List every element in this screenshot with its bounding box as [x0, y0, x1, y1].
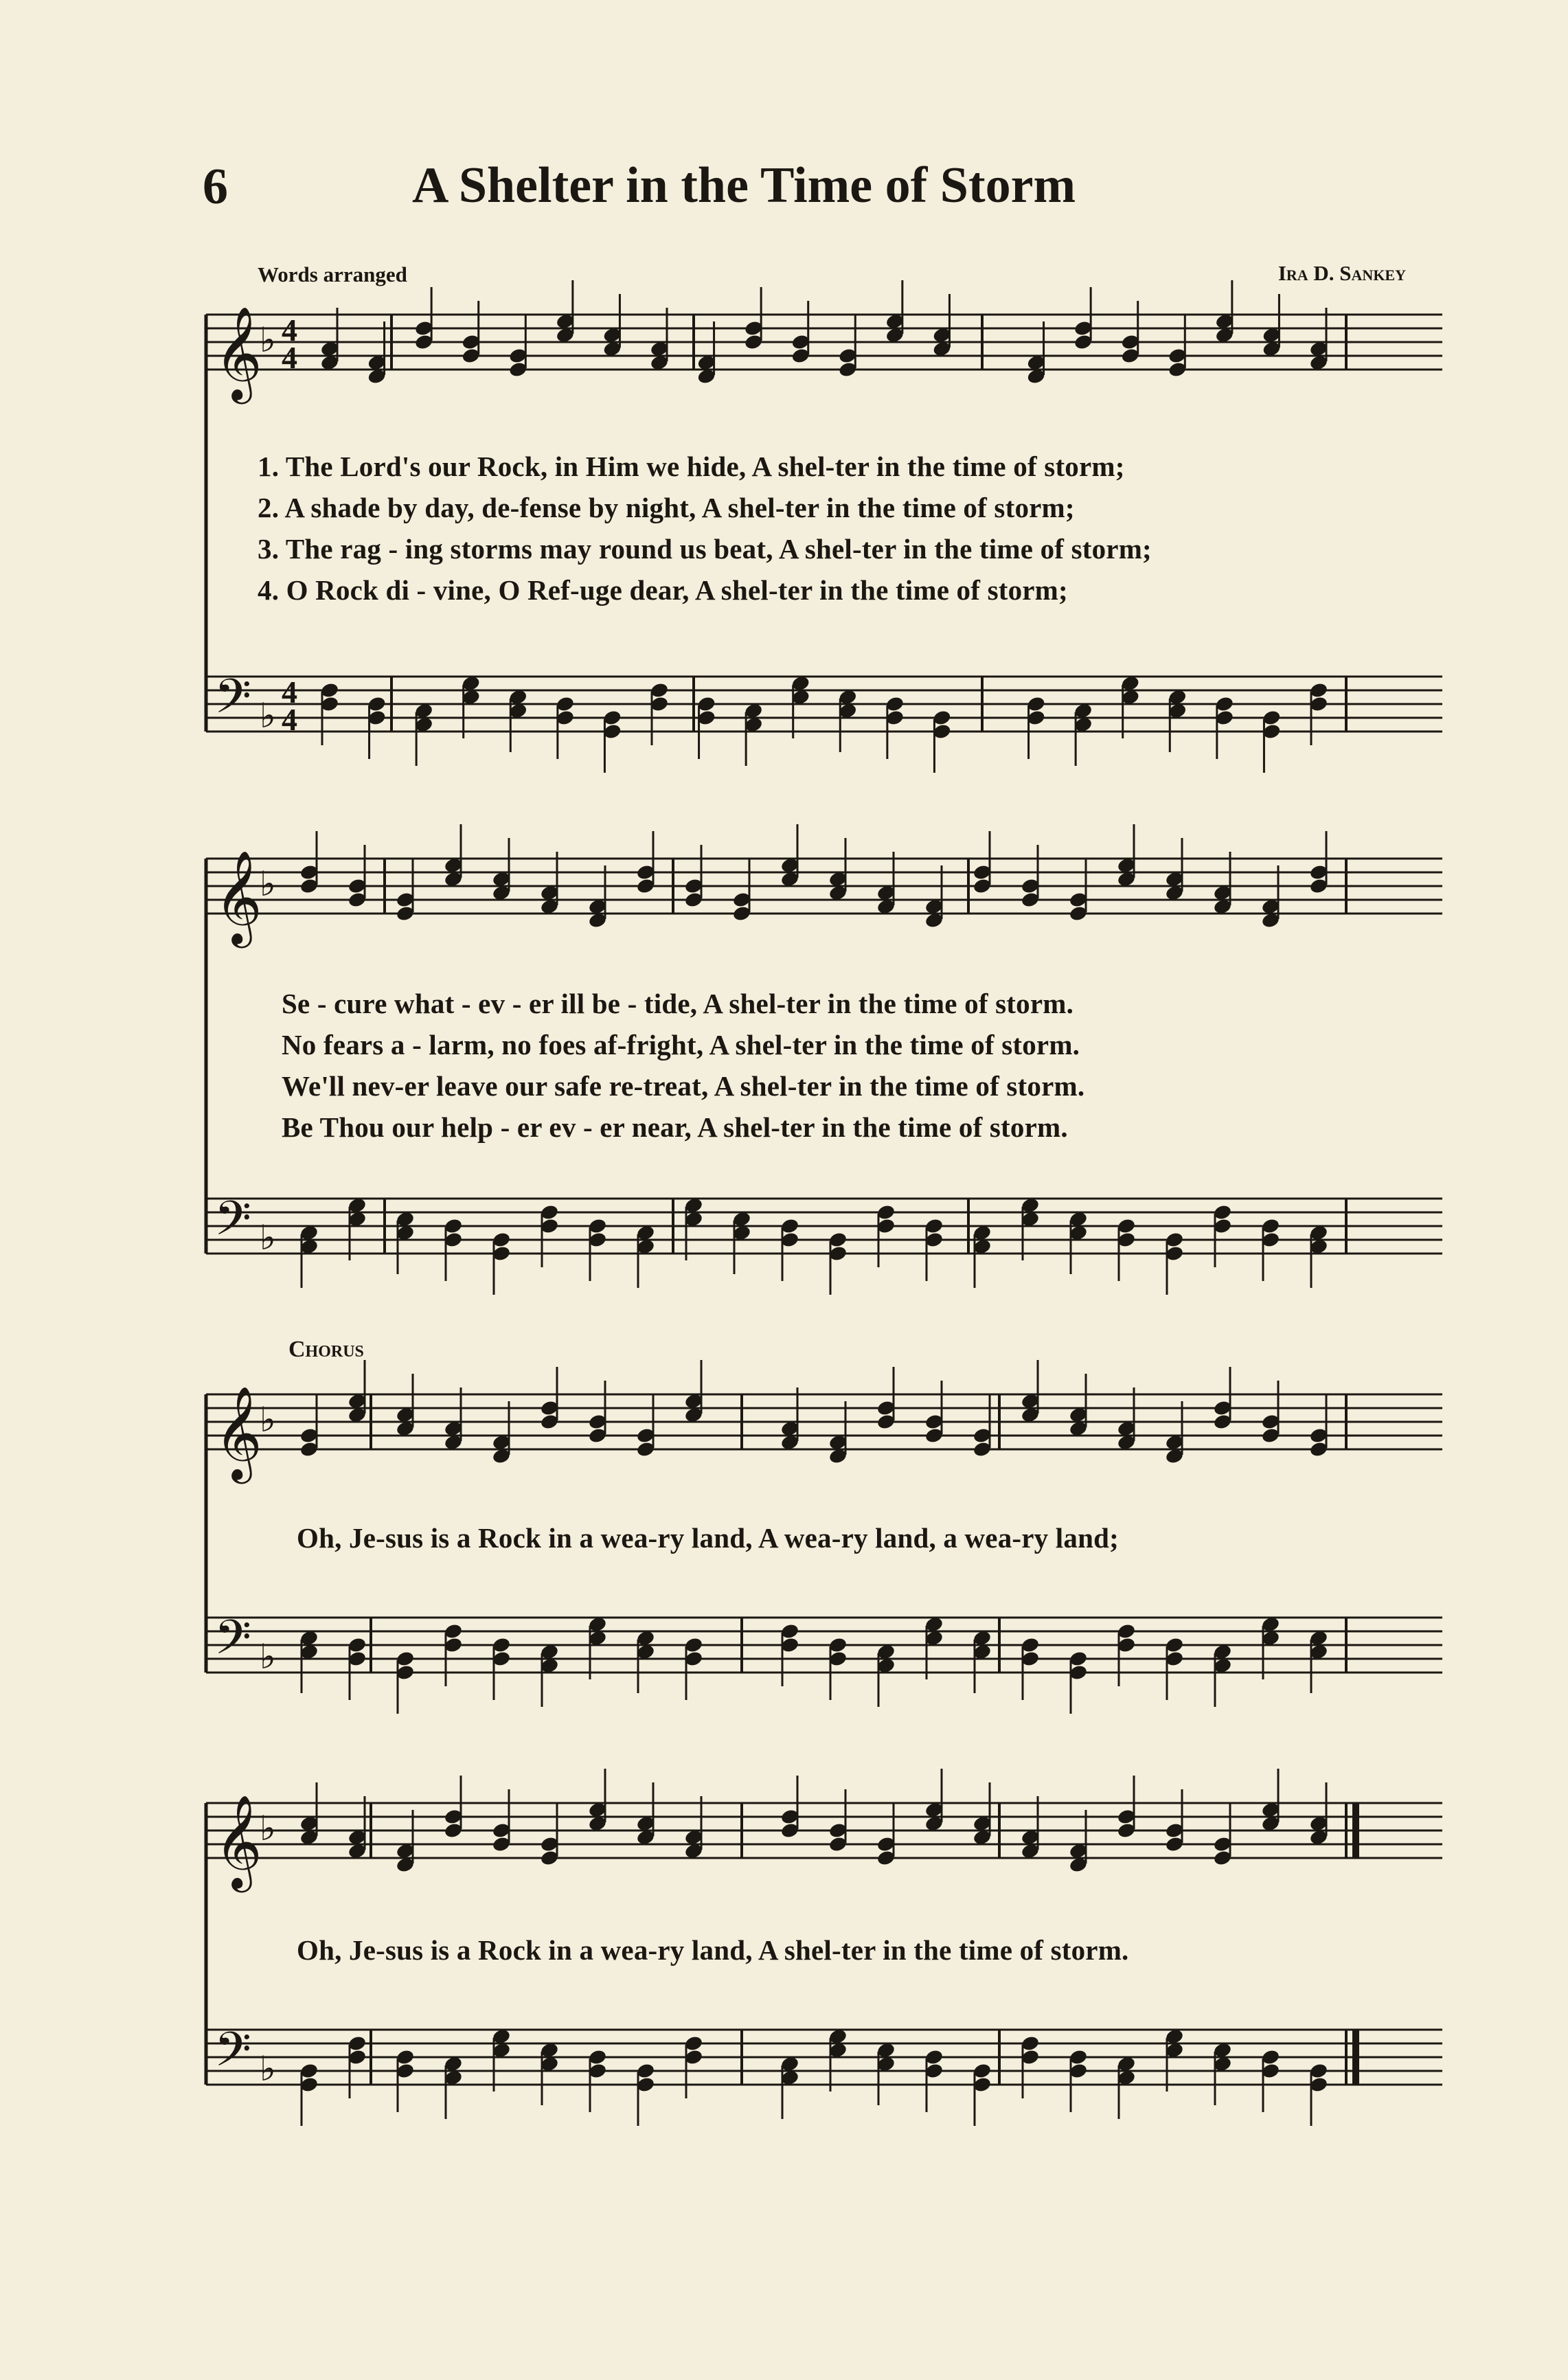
svg-text:♭: ♭: [260, 1400, 276, 1440]
chorus-line-2: Oh, Je-sus is a Rock in a wea-ry land, A shel-ter in the time of storm.: [297, 1934, 1129, 1966]
svg-text:♭: ♭: [260, 696, 276, 736]
hymn-title: A Shelter in the Time of Storm: [412, 157, 1076, 214]
svg-text:𝄢: 𝄢: [214, 1609, 252, 1677]
svg-text:♭: ♭: [260, 1218, 276, 1258]
svg-text:𝄢: 𝄢: [214, 668, 252, 736]
hymn-number: 6: [203, 159, 228, 215]
svg-text:4: 4: [282, 340, 297, 375]
verse-2-line-2: No fears a - larm, no foes af-fright, A shel-ter in the time of storm.: [282, 1029, 1080, 1061]
verse-3-line-2: We'll nev-er leave our safe re-treat, A shel-ter in the time of storm.: [282, 1070, 1085, 1102]
svg-text:𝄢: 𝄢: [214, 1190, 252, 1258]
svg-text:𝄞: 𝄞: [214, 305, 262, 400]
verse-2-line-1: 2. A shade by day, de-fense by night, A shel-ter in the time of storm;: [258, 492, 1075, 523]
verse-1-line-1: 1. The Lord's our Rock, in Him we hide, A shel-ter in the time of storm;: [258, 451, 1125, 482]
svg-text:𝄞: 𝄞: [214, 1793, 262, 1888]
svg-text:♭: ♭: [260, 1809, 276, 1848]
music-credit: Ira D. Sankey: [1277, 261, 1406, 285]
svg-text:𝄢: 𝄢: [214, 2021, 252, 2089]
chorus-label: Chorus: [288, 1337, 364, 1362]
svg-text:♭: ♭: [260, 2049, 276, 2089]
svg-text:𝄞: 𝄞: [214, 849, 262, 944]
svg-text:♭: ♭: [260, 1637, 276, 1677]
svg-text:4: 4: [282, 702, 297, 737]
svg-text:4: 4: [282, 675, 297, 710]
chorus-line-1: Oh, Je-sus is a Rock in a wea-ry land, A wea-ry land, a wea-ry land;: [297, 1522, 1119, 1554]
verse-4-line-1: 4. O Rock di - vine, O Ref-uge dear, A shel-ter in the time of storm;: [258, 574, 1068, 606]
svg-text:𝄞: 𝄞: [214, 1385, 262, 1480]
verse-1-line-2: Se - cure what - ev - er ill be - tide, A shel-ter in the time of storm.: [282, 988, 1074, 1019]
svg-text:♭: ♭: [260, 864, 276, 904]
svg-text:♭: ♭: [260, 320, 276, 360]
svg-text:4: 4: [282, 313, 297, 348]
words-credit: Words arranged: [258, 262, 407, 286]
verse-4-line-2: Be Thou our help - er ev - er near, A shel-ter in the time of storm.: [282, 1111, 1068, 1143]
verse-3-line-1: 3. The rag - ing storms may round us beat, A shel-ter in the time of storm;: [258, 533, 1152, 565]
